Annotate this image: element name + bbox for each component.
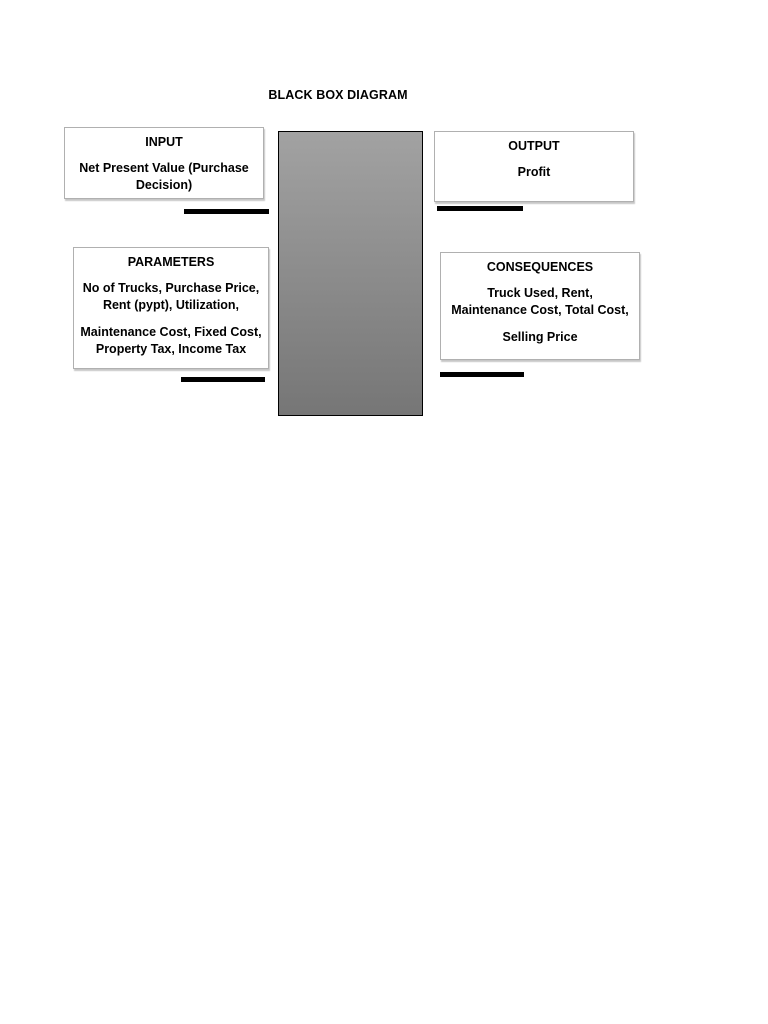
parameters-line: Maintenance Cost, Fixed Cost, (80, 325, 262, 339)
parameters-connector-line (181, 377, 265, 382)
consequences-line: Maintenance Cost, Total Cost, (451, 303, 629, 317)
consequences-heading: CONSEQUENCES (486, 260, 594, 274)
parameters-heading: PARAMETERS (127, 255, 215, 269)
parameters-line: Rent (pypt), Utilization, (102, 298, 240, 312)
parameters-box (73, 247, 269, 369)
input-line: Decision) (135, 178, 193, 192)
diagram-title: BLACK BOX DIAGRAM (268, 88, 408, 102)
output-connector-line (437, 206, 523, 211)
input-box (64, 127, 264, 199)
consequences-line: Truck Used, Rent, (487, 286, 593, 300)
input-line: Net Present Value (Purchase (79, 161, 249, 175)
output-line: Profit (517, 165, 551, 179)
input-heading: INPUT (145, 135, 183, 149)
consequences-connector-line (440, 372, 524, 377)
input-connector-line (184, 209, 269, 214)
output-heading: OUTPUT (508, 139, 560, 153)
paragraph-gap (441, 319, 639, 329)
parameters-line: No of Trucks, Purchase Price, (82, 281, 260, 295)
paragraph-gap (74, 314, 268, 324)
output-box (434, 131, 634, 202)
consequences-box (440, 252, 640, 360)
black-box (278, 131, 423, 416)
consequences-line: Selling Price (502, 330, 578, 344)
parameters-line: Property Tax, Income Tax (95, 342, 247, 356)
